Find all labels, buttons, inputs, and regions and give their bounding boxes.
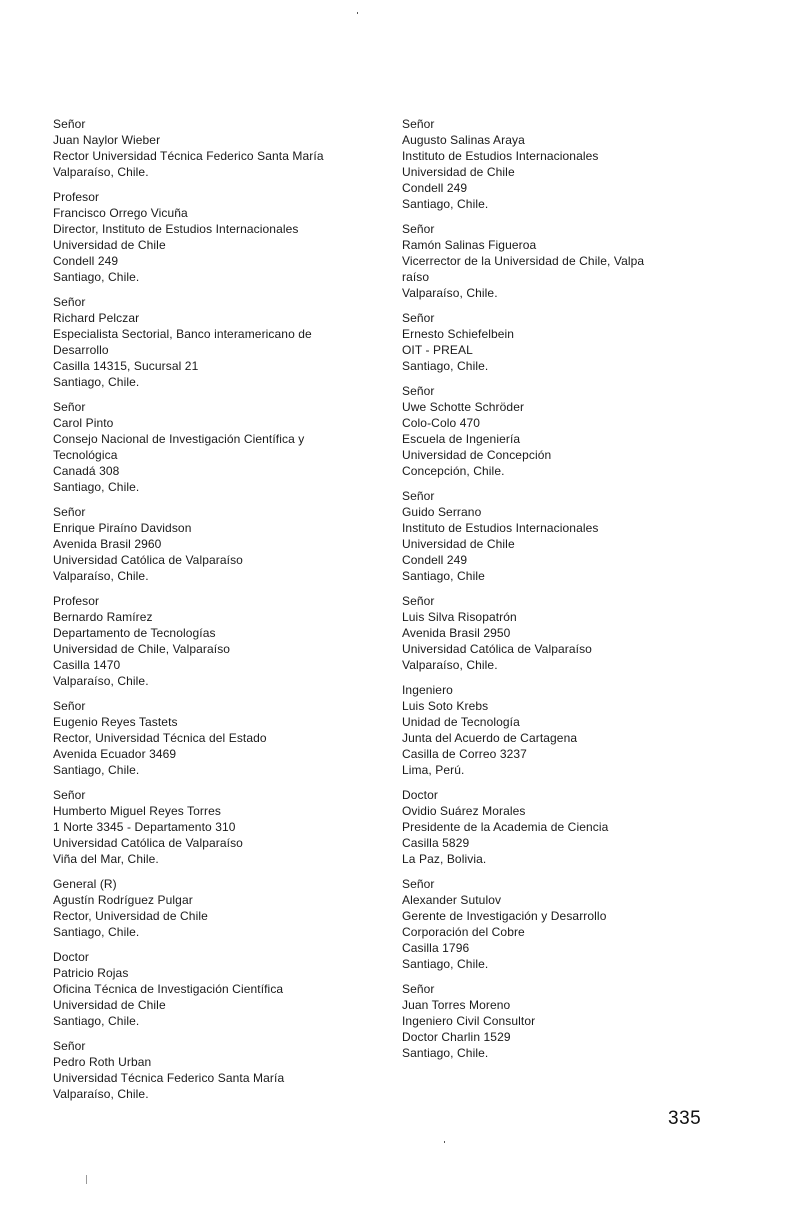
- address-entry: [402, 787, 742, 867]
- entry-title: Señor: [402, 489, 435, 503]
- entry-name: Pedro Roth Urban: [53, 1055, 152, 1069]
- entry-name: Ovidio Suárez Morales: [402, 804, 526, 818]
- entry-line: Consejo Nacional de Investigación Científica y: [53, 432, 305, 446]
- entry-line: Universidad de Chile: [53, 238, 166, 252]
- entry-name: Richard Pelczar: [53, 311, 140, 325]
- entry-line: Santiago, Chile.: [402, 957, 489, 971]
- entry-line: Unidad de Tecnología: [402, 715, 520, 729]
- entry-line: Casilla de Correo 3237: [402, 747, 527, 761]
- address-entry: [402, 682, 742, 778]
- entry-line: Instituto de Estudios Internacionales: [402, 149, 599, 163]
- entry-line: Valparaíso, Chile.: [53, 569, 149, 583]
- entry-line: Universidad de Chile, Valparaíso: [53, 642, 231, 656]
- entry-line: Avenida Brasil 2960: [53, 537, 162, 551]
- entry-title: Señor: [402, 222, 435, 236]
- entry-name: Juan Naylor Wieber: [53, 133, 161, 147]
- entry-name: Ramón Salinas Figueroa: [402, 238, 537, 252]
- entry-line: Santiago, Chile.: [53, 480, 140, 494]
- entry-line: Especialista Sectorial, Banco interamericano de: [53, 327, 312, 341]
- entry-name: Humberto Miguel Reyes Torres: [53, 804, 221, 818]
- entry-title: Señor: [402, 384, 435, 398]
- address-entry: [402, 221, 742, 301]
- entry-name: Uwe Schotte Schröder: [402, 400, 525, 414]
- entry-title: Señor: [53, 699, 86, 713]
- entry-name: Enrique Piraíno Davidson: [53, 521, 192, 535]
- entry-name: Carol Pinto: [53, 416, 114, 430]
- entry-line: Escuela de Ingeniería: [402, 432, 521, 446]
- address-entry: [53, 1038, 393, 1102]
- address-entry: [402, 876, 742, 972]
- entry-line: Avenida Ecuador 3469: [53, 747, 177, 761]
- entry-name: Luis Silva Risopatrón: [402, 610, 517, 624]
- entry-title: Señor: [402, 311, 435, 325]
- scan-speck: [444, 1141, 445, 1143]
- address-entry: [53, 949, 393, 1029]
- entry-line: Universidad de Concepción: [402, 448, 552, 462]
- scan-speck: [357, 12, 358, 14]
- entry-title: Señor: [402, 877, 435, 891]
- entry-line: Desarrollo: [53, 343, 109, 357]
- entry-line: Tecnológica: [53, 448, 118, 462]
- entry-line: Casilla 5829: [402, 836, 470, 850]
- entry-line: Director, Instituto de Estudios Internacionales: [53, 222, 299, 236]
- entry-line: Casilla 1796: [402, 941, 470, 955]
- entry-line: Santiago, Chile.: [402, 1046, 489, 1060]
- right-address-column: [402, 116, 742, 1070]
- entry-line: Santiago, Chile.: [53, 1014, 140, 1028]
- entry-title: Doctor: [402, 788, 438, 802]
- entry-line: raíso: [402, 270, 430, 284]
- address-entry: [402, 116, 742, 212]
- address-entry: [53, 399, 393, 495]
- entry-name: Guido Serrano: [402, 505, 482, 519]
- address-entry: [53, 294, 393, 390]
- entry-line: Rector, Universidad de Chile: [53, 909, 208, 923]
- entry-title: Señor: [53, 788, 86, 802]
- entry-name: Alexander Sutulov: [402, 893, 502, 907]
- address-entry: [402, 383, 742, 479]
- entry-title: General (R): [53, 877, 117, 891]
- entry-name: Bernardo Ramírez: [53, 610, 153, 624]
- entry-line: Condell 249: [402, 553, 468, 567]
- entry-line: Rector Universidad Técnica Federico Santa María: [53, 149, 324, 163]
- entry-name: Patricio Rojas: [53, 966, 129, 980]
- entry-line: Canadá 308: [53, 464, 120, 478]
- entry-line: Casilla 1470: [53, 658, 121, 672]
- entry-line: Instituto de Estudios Internacionales: [402, 521, 599, 535]
- entry-line: Condell 249: [402, 181, 468, 195]
- entry-line: Santiago, Chile.: [53, 925, 140, 939]
- entry-title: Señor: [402, 982, 435, 996]
- address-entry: [53, 698, 393, 778]
- address-entry: [53, 189, 393, 285]
- entry-name: Juan Torres Moreno: [402, 998, 511, 1012]
- entry-name: Eugenio Reyes Tastets: [53, 715, 178, 729]
- entry-name: Agustín Rodríguez Pulgar: [53, 893, 193, 907]
- entry-line: Condell 249: [53, 254, 119, 268]
- entry-line: Vicerrector de la Universidad de Chile, Valpa: [402, 254, 645, 268]
- address-entry: [402, 310, 742, 374]
- entry-line: OIT - PREAL: [402, 343, 473, 357]
- entry-line: Rector, Universidad Técnica del Estado: [53, 731, 267, 745]
- entry-title: Señor: [402, 117, 435, 131]
- entry-line: Oficina Técnica de Investigación Científica: [53, 982, 284, 996]
- entry-line: 1 Norte 3345 - Departamento 310: [53, 820, 236, 834]
- entry-title: Señor: [402, 594, 435, 608]
- entry-title: Señor: [53, 1039, 86, 1053]
- entry-line: Santiago, Chile.: [53, 375, 140, 389]
- left-address-column: [53, 116, 393, 1111]
- entry-line: Universidad Católica de Valparaíso: [402, 642, 592, 656]
- entry-line: Valparaíso, Chile.: [53, 1087, 149, 1101]
- entry-title: Profesor: [53, 190, 100, 204]
- page-number: 335: [668, 1108, 702, 1129]
- address-entry: [53, 504, 393, 584]
- entry-line: Santiago, Chile.: [53, 270, 140, 284]
- entry-title: Profesor: [53, 594, 100, 608]
- entry-line: Lima, Perú.: [402, 763, 465, 777]
- entry-title: Señor: [53, 117, 86, 131]
- entry-title: Señor: [53, 400, 86, 414]
- address-entry: [53, 593, 393, 689]
- entry-line: Universidad de Chile: [402, 537, 515, 551]
- address-entry: [402, 488, 742, 584]
- entry-name: Francisco Orrego Vicuña: [53, 206, 188, 220]
- entry-title: Doctor: [53, 950, 89, 964]
- entry-line: Universidad de Chile: [402, 165, 515, 179]
- entry-line: Junta del Acuerdo de Cartagena: [402, 731, 578, 745]
- entry-title: Señor: [53, 505, 86, 519]
- entry-line: Casilla 14315, Sucursal 21: [53, 359, 199, 373]
- entry-line: Corporación del Cobre: [402, 925, 525, 939]
- entry-line: Valparaíso, Chile.: [53, 165, 149, 179]
- entry-line: Universidad Católica de Valparaíso: [53, 553, 243, 567]
- entry-line: Avenida Brasil 2950: [402, 626, 511, 640]
- address-entry: [53, 787, 393, 867]
- entry-line: Colo-Colo 470: [402, 416, 481, 430]
- entry-line: Departamento de Tecnologías: [53, 626, 216, 640]
- entry-line: Santiago, Chile.: [402, 359, 489, 373]
- entry-line: Valparaíso, Chile.: [402, 286, 498, 300]
- entry-name: Ernesto Schiefelbein: [402, 327, 515, 341]
- entry-line: Santiago, Chile.: [402, 197, 489, 211]
- entry-line: Doctor Charlin 1529: [402, 1030, 511, 1044]
- entry-line: Universidad Técnica Federico Santa María: [53, 1071, 285, 1085]
- entry-title: Ingeniero: [402, 683, 453, 697]
- entry-line: Universidad Católica de Valparaíso: [53, 836, 243, 850]
- entry-line: Santiago, Chile: [402, 569, 485, 583]
- address-entry: [402, 981, 742, 1061]
- address-entry: [53, 116, 393, 180]
- address-entry: [402, 593, 742, 673]
- entry-line: Valparaíso, Chile.: [402, 658, 498, 672]
- entry-line: Concepción, Chile.: [402, 464, 505, 478]
- entry-line: Presidente de la Academia de Ciencia: [402, 820, 609, 834]
- entry-name: Augusto Salinas Araya: [402, 133, 525, 147]
- address-entry: [53, 876, 393, 940]
- entry-line: Valparaíso, Chile.: [53, 674, 149, 688]
- entry-line: Ingeniero Civil Consultor: [402, 1014, 536, 1028]
- entry-title: Señor: [53, 295, 86, 309]
- entry-line: Universidad de Chile: [53, 998, 166, 1012]
- entry-line: Santiago, Chile.: [53, 763, 140, 777]
- entry-line: La Paz, Bolivia.: [402, 852, 487, 866]
- scan-speck: [86, 1175, 87, 1184]
- entry-line: Viña del Mar, Chile.: [53, 852, 159, 866]
- entry-name: Luis Soto Krebs: [402, 699, 489, 713]
- entry-line: Gerente de Investigación y Desarrollo: [402, 909, 607, 923]
